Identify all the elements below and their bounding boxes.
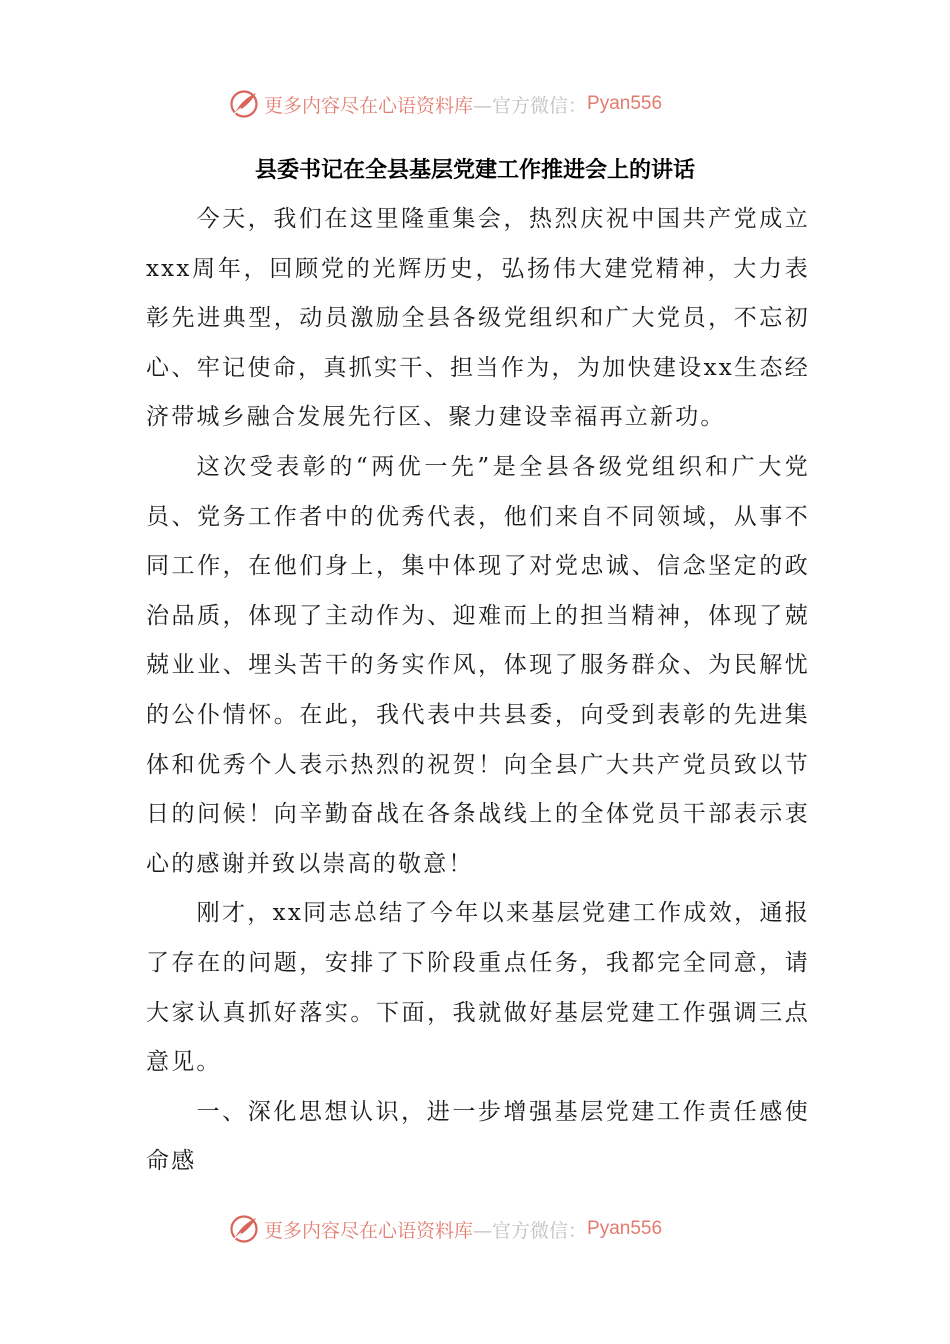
watermark-separator-text: —官方微信：	[473, 94, 588, 117]
header-watermark	[228, 86, 748, 122]
watermark-main-text: 更多内容尽在心语资料库	[264, 94, 474, 117]
paragraph-1: 今天，我们在这里隆重集会，热烈庆祝中国共产党成立xxx周年，回顾党的光辉历史，弘扬伟大建党精神，大力表彰先进典型，动员激励全县各级党组织和广大党员，不忘初心、牢记使命，真抓实干、担当作为，为加快建设xx生态经济带城乡融合发展先行区、聚力建设幸福再立新功。	[146, 206, 810, 431]
footer-watermark	[228, 1211, 748, 1247]
paragraph-2: 这次受表彰的“两优一先”是全县各级党组织和广大党员、党务工作者中的优秀代表，他们来自不同领域，从事不同工作，在他们身上，集中体现了对党忠诚、信念坚定的政治品质，体现了主动作为、迎难而上的担当精神，体现了兢兢业业、埋头苦干的务实作风，体现了服务群众、为民解忧的公仆情怀。在此，我代表中共县委，向受到表彰的先进集体和优秀个人表示热烈的祝贺！向全县广大共产党员致以节日的问候！向辛勤奋战在各条战线上的全体党员干部表示衷心的感谢并致以崇高的敬意！	[146, 453, 810, 877]
document-body	[146, 195, 810, 1187]
section-heading-1: 一、深化思想认识，进一步增强基层党建工作责任感使命感	[146, 1098, 810, 1175]
watermark-account-id: Pyan556	[587, 1218, 663, 1239]
quill-pen-icon	[228, 1213, 260, 1245]
watermark-account-id: Pyan556	[587, 93, 663, 114]
watermark-separator-text: —官方微信：	[473, 1219, 588, 1242]
watermark-main-text: 更多内容尽在心语资料库	[264, 1219, 474, 1242]
quill-pen-icon	[228, 88, 260, 120]
paragraph-3: 刚才，xx同志总结了今年以来基层党建工作成效，通报了存在的问题，安排了下阶段重点任务，我都完全同意，请大家认真抓好落实。下面，我就做好基层党建工作强调三点意见。	[146, 900, 810, 1076]
document-title: 县委书记在全县基层党建工作推进会上的讲话	[254, 157, 695, 183]
